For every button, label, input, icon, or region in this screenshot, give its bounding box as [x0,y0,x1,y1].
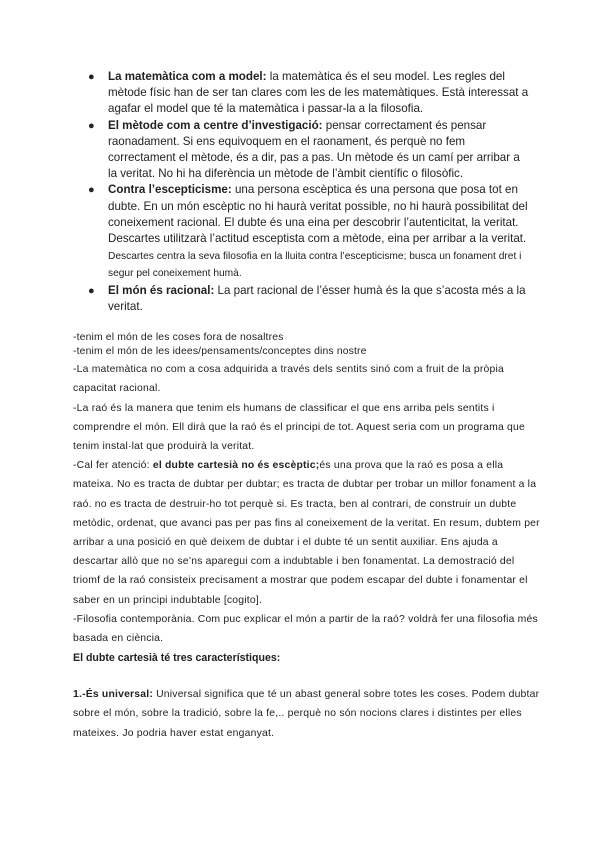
bullet-text: pensar correctament és pensar raonadament. Si ens equivoquem en el raonament, és perquè no fem correctament el mètode, és a dir, pas a pas. Un mètode és un camí per arribar a la veritat. No hi ha diferència un mètode de l’àmbit científic o filosòfic. [108,118,520,181]
bullet-text: La part racional de l’ésser humà és la que s’acosta més a la veritat. [108,283,526,313]
spacer [73,668,543,685]
bullet-text: una persona escèptica és una persona que posa tot en dubte. En un món escèptic no hi haurà veritat possible, no hi haurà possibilitat del coneixement racional. El dubte és una eina per descobrir l’autenticitat, la veritat. Descartes utilitzarà l’actitud esceptista com a mètode, eina per arribar a la veritat. [108,183,528,246]
bullet-dot-icon: ● [88,119,95,132]
note-line: -tenim el món de les coses fora de nosaltres [73,332,284,343]
note-line: -tenim el món de les idees/pensaments/conceptes dins nostre [73,346,367,357]
section-heading: El dubte cartesià té tres característiques: [73,652,281,665]
body-text [73,331,543,743]
bullet-item [88,283,532,315]
paragraph [73,456,543,610]
paragraph: -La raó és la manera que tenim els humans de classificar el que ens arriba pels sentits i comprendre el món. Ell dirà que la raó és el principi de tot. Aquest seria com un programa que tenim instal·lat que produirà la veritat. [73,402,525,453]
bullet-dot-icon: ● [88,71,95,83]
paragraph-rest: és una prova que la raó es posa a ella mateixa. No es tracta de dubtar per dubtar; es tracta de dubtar per trobar un millor fonament a la raó. no es tracta de destruir-ho tot perquè si. Es tracta, ben al contrari, de construir un dubte metòdic, ordenat, que avanci pas per pas fins al coneixement de la veritat. En resum, dubtem per arribar a una posició en què deixem de dubtar i el dubte té un sentit auxiliar. Ens ajuda a descartar allò que no se’ns aparegui com a indubtable i ben fonamentat. La demostració del triomf de la raó consisteix precisament a mostrar que podem escapar del dubte i fonamentar el saber en un principi indubtable [cogito]. [73,460,540,606]
paragraph: -La matemàtica no com a cosa adquirida a través dels sentits sinó com a fruit de la pròpia capacitat racional. [73,364,504,395]
bullet-dot-icon: ● [88,184,95,197]
paragraph [73,685,543,743]
bullet-dot-icon: ● [88,284,95,297]
bullet-item [88,118,532,183]
bullet-list [88,69,532,315]
bullet-title: Contra l’escepticisme: [108,183,232,197]
bullet-title: La matemàtica com a model: [108,70,267,83]
paragraph: -Filosofia contemporània. Com puc explicar el món a partir de la raó? voldrà fer una filosofia més basada en ciència. [73,613,538,645]
bullet-text: la matemàtica és el seu model. Les regles del mètode físic han de ser tan clares com les de les matemàtiques. Està interessat a agafar el model que té la matemàtica i passar-la a la filosofia. [108,70,529,116]
bullet-item [88,182,532,282]
bullet-note: Descartes centra la seva filosofia en la lluita contra l’escepticisme; busca un fonament dret i segur pel coneixement humà. [108,251,522,280]
paragraph-prefix: -Cal fer atenció: [73,460,153,472]
paragraph-rest: Universal significa que té un abast general sobre totes les coses. Podem dubtar sobre el món, sobre la tradició, sobre la fe,.. perquè no són nocions clares i distintes per elles mateixes. Jo podria haver estat enganyat. [73,689,540,739]
paragraph-bold: 1.-És universal: [73,689,154,701]
bullet-title: El mètode com a centre d’investigació: [108,118,323,132]
bullet-title: El món és racional: [108,283,215,297]
bullet-item [88,69,532,118]
paragraph-bold: el dubte cartesià no és escèptic; [152,460,320,472]
